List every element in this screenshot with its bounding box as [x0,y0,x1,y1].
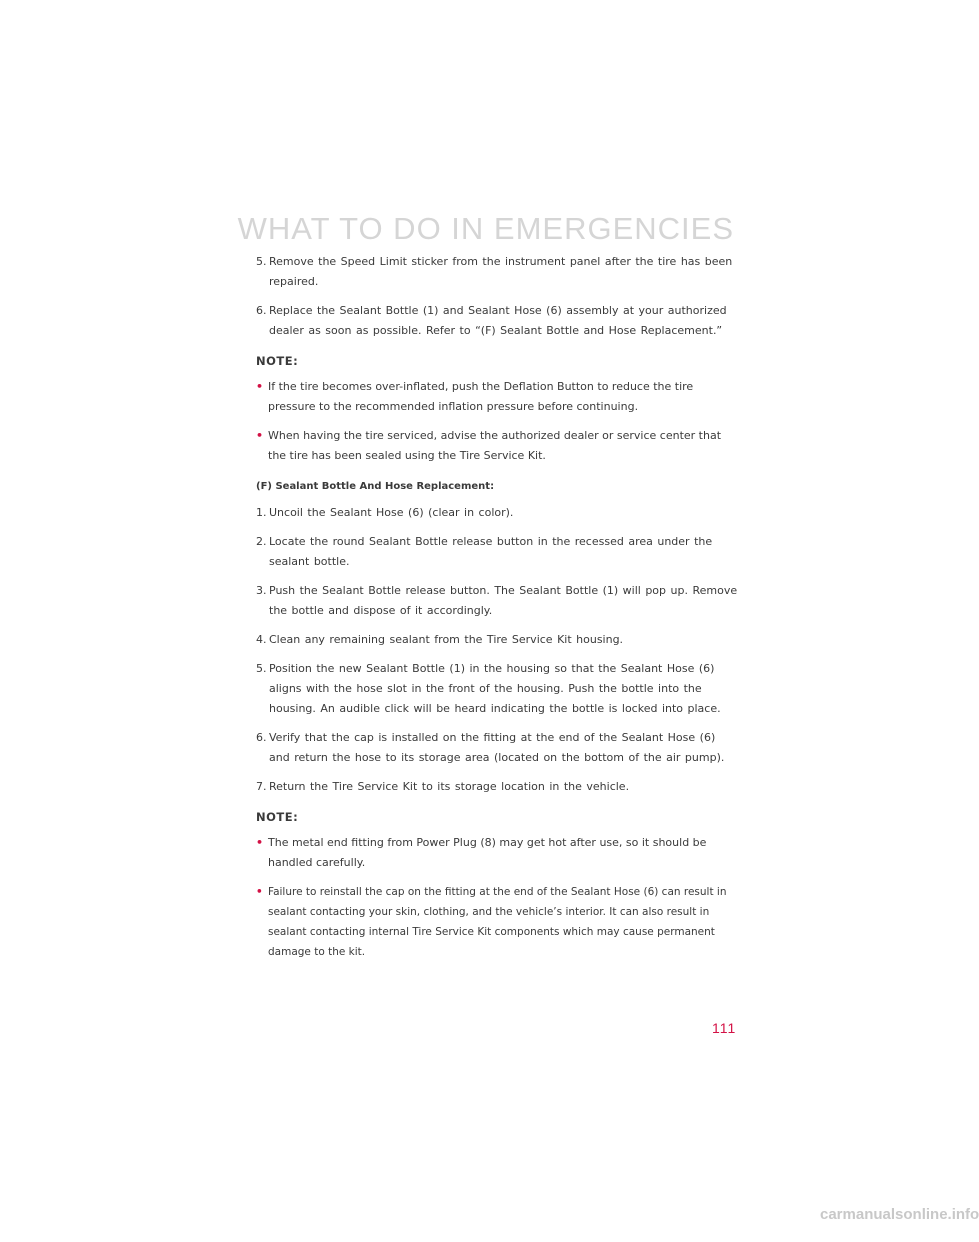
bullet-icon: • [256,886,263,898]
list-item [256,581,738,621]
bullet-text: Failure to reinstall the cap on the fitting at the end of the Sealant Hose (6) can result in sealant contacting your skin, clothing, and the vehicle’s interior. It can also result in sealant contacting internal Tire Service Kit components which may cause permanent damage to the kit. [268,886,727,958]
step-text: Remove the Speed Limit sticker from the instrument panel after the tire has been repaired. [269,255,733,288]
list-item [256,630,738,650]
list-item [256,728,738,768]
step-text: Uncoil the Sealant Hose (6) (clear in color). [269,506,514,519]
bullet-icon: • [256,429,264,442]
bullet-icon: • [256,836,264,849]
step-number: 7. [256,780,267,793]
page-number: 111 [712,1020,737,1036]
note-label: NOTE: [256,810,299,824]
step-text: Position the new Sealant Bottle (1) in the housing so that the Sealant Hose (6) aligns with the hose slot in the front of the housing. Push the bottle into the housing. An audible click will be heard indicating the bottle is locked into place. [269,662,721,715]
bullet-text: If the tire becomes over-inflated, push the Deflation Button to reduce the tire pressure to the recommended inflation pressure before continuing. [268,380,694,413]
step-text: Verify that the cap is installed on the fitting at the end of the Sealant Hose (6) and return the hose to its storage area (located on the bottom of the air pump). [269,731,725,764]
page-content [256,252,738,971]
note-bullet [256,882,738,962]
step-number: 1. [256,506,267,519]
note-bullet [256,833,738,873]
step-number: 2. [256,535,267,548]
step-number: 6. [256,731,267,744]
list-item [256,659,738,719]
list-item [256,301,738,341]
step-text: Clean any remaining sealant from the Tire Service Kit housing. [269,633,624,646]
step-number: 5. [256,255,267,268]
step-text: Replace the Sealant Bottle (1) and Sealant Hose (6) assembly at your authorized dealer as soon as possible. Refer to “(F) Sealant Bottle and Hose Replacement.” [269,304,727,337]
step-text: Locate the round Sealant Bottle release button in the recessed area under the sealant bottle. [269,535,713,568]
subsection-heading: (F) Sealant Bottle And Hose Replacement: [256,481,495,492]
watermark: carmanualsonline.info [820,1206,979,1223]
bullet-text: The metal end fitting from Power Plug (8) may get hot after use, so it should be handled carefully. [268,836,707,869]
note-bullet [256,377,738,417]
step-number: 6. [256,304,267,317]
step-number: 3. [256,584,267,597]
list-item [256,777,738,797]
bullet-icon: • [256,380,264,393]
step-text: Push the Sealant Bottle release button. The Sealant Bottle (1) will pop up. Remove the bottle and dispose of it accordingly. [269,584,738,617]
note-label: NOTE: [256,354,299,368]
section-title: WHAT TO DO IN EMERGENCIES [237,211,734,246]
step-number: 5. [256,662,267,675]
step-number: 4. [256,633,267,646]
step-text: Return the Tire Service Kit to its storage location in the vehicle. [269,780,630,793]
list-item [256,503,738,523]
bullet-text: When having the tire serviced, advise the authorized dealer or service center that the tire has been sealed using the Tire Service Kit. [268,429,722,462]
list-item [256,532,738,572]
list-item [256,252,738,292]
note-bullet [256,426,738,466]
